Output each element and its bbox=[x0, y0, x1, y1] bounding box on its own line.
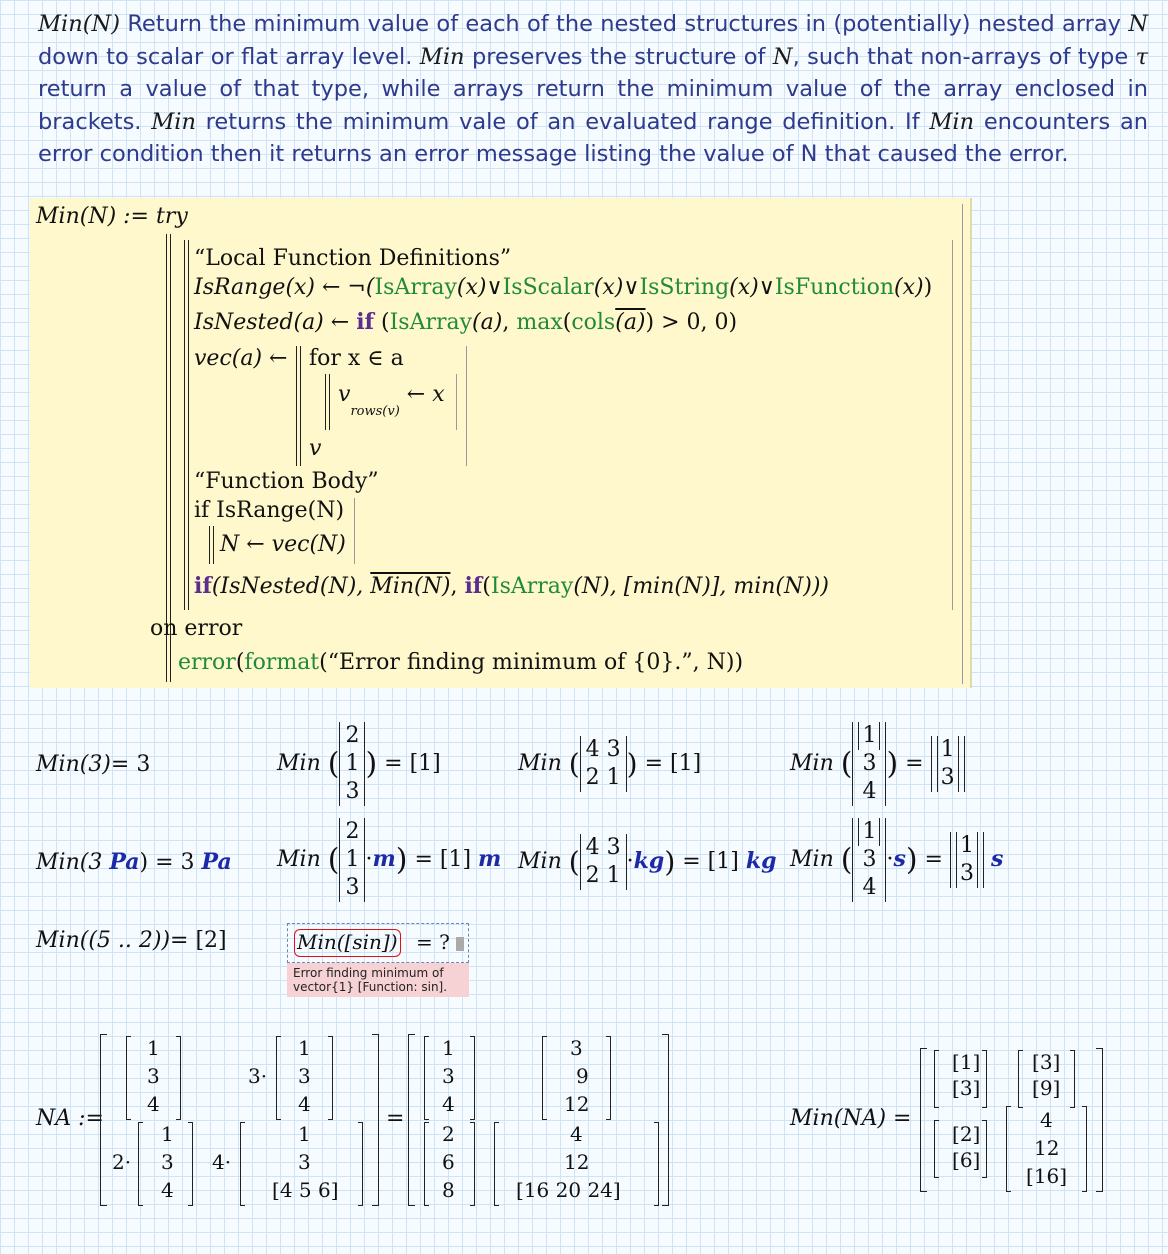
ex8-inner-1: 1 bbox=[862, 819, 877, 844]
na-res-b-2: 12 bbox=[564, 1092, 590, 1116]
ex4-res-3: 3 bbox=[940, 765, 955, 790]
desc-text-4: , such that non-arrays of type bbox=[792, 43, 1129, 70]
na-d-coef: 4· bbox=[212, 1150, 232, 1174]
ex2-vector bbox=[339, 722, 365, 806]
if-body-bar bbox=[209, 526, 214, 564]
ex5-unit-2: Pa bbox=[201, 849, 232, 875]
fn-format: format bbox=[244, 650, 320, 675]
ex8-unit-2: s bbox=[990, 846, 1004, 872]
ex3-r1c1: 4 bbox=[585, 737, 600, 762]
ex6-unit-1: m bbox=[372, 846, 396, 872]
na-d-row-0: 4 bbox=[279, 1178, 293, 1202]
ex8-unit-1: s bbox=[893, 846, 906, 872]
ex7-matrix bbox=[580, 834, 627, 890]
definition-header[interactable]: Min(N) := try bbox=[36, 204, 188, 229]
ex4-inner-3: 3 bbox=[862, 751, 877, 776]
ex6-vector bbox=[339, 818, 365, 902]
close-paren-1: ) bbox=[923, 275, 933, 300]
arg-a-1: (a) bbox=[472, 310, 503, 335]
na-equals: = bbox=[386, 1106, 405, 1131]
ex8-outer bbox=[852, 818, 886, 902]
isnested-tail: ) > 0, 0) bbox=[645, 310, 738, 335]
min-na-left-bracket bbox=[920, 1048, 927, 1192]
na-d-bracket-l bbox=[240, 1122, 245, 1206]
na-res-b-0: 3 bbox=[570, 1036, 583, 1060]
ex3-r2c2: 1 bbox=[606, 765, 621, 790]
ex2-v0: 2 bbox=[345, 723, 360, 748]
na-res-c-bracket-r bbox=[470, 1122, 475, 1206]
ex10-rhs: = ? bbox=[416, 930, 450, 954]
min-a-bracket-r bbox=[982, 1050, 987, 1108]
ex5-rhs: ) = 3 bbox=[139, 850, 202, 875]
na-res-outer-right-bracket bbox=[662, 1034, 669, 1206]
na-d-row-2: 6 bbox=[318, 1178, 331, 1202]
min-cd-bracket-l bbox=[1018, 1050, 1023, 1108]
placeholder-cursor-icon bbox=[456, 937, 464, 951]
body-isnested: (IsNested(N), bbox=[211, 574, 371, 599]
desc-min-4: Min bbox=[929, 108, 975, 135]
na-d-bracket-r bbox=[358, 1122, 363, 1206]
line-isnested[interactable]: IsNested(a) ← if (IsArray(a), max(cols(a)) > 0, 0) bbox=[194, 309, 738, 335]
min-ef-bracket-l bbox=[934, 1120, 939, 1178]
example-min-nested[interactable]: Min ( 1 3 4 ) = 1 3 bbox=[790, 722, 965, 806]
example-min-3[interactable] bbox=[36, 752, 150, 777]
for-loop[interactable]: for x ∈ a bbox=[309, 346, 404, 371]
comment-function-body[interactable]: “Function Body” bbox=[194, 469, 379, 494]
v-assign[interactable] bbox=[338, 382, 445, 419]
na-b-0: 1 bbox=[298, 1036, 311, 1060]
na-res-d-1: 12 bbox=[564, 1150, 590, 1174]
ex7-unit-1: kg bbox=[633, 848, 665, 874]
na-res-b-1: 9 bbox=[576, 1064, 589, 1088]
v-return[interactable]: v bbox=[309, 436, 322, 461]
ex8-inner-3: 3 bbox=[862, 847, 877, 872]
ex4-outer bbox=[852, 722, 886, 806]
vec-program-right-edge bbox=[466, 346, 467, 466]
body-program-right-edge bbox=[952, 240, 953, 610]
na-res-d-0: 4 bbox=[570, 1122, 583, 1146]
na-c-bracket-r bbox=[188, 1122, 193, 1206]
min-cd-bracket-r bbox=[1070, 1050, 1075, 1108]
for-body-right-edge bbox=[456, 374, 457, 430]
ex7-unit-2: kg bbox=[745, 848, 777, 874]
fn-isfunction: IsFunction bbox=[774, 275, 895, 300]
na-res-b-bracket-r bbox=[606, 1036, 611, 1120]
na-res-a-0: 1 bbox=[442, 1036, 455, 1060]
na-d-row: [4 5 6] bbox=[272, 1178, 339, 1202]
ex2-name: Min bbox=[277, 751, 321, 776]
na-d-1: 1 bbox=[298, 1122, 311, 1146]
na-b-bracket-r bbox=[328, 1036, 333, 1120]
na-res-c-1: 6 bbox=[442, 1150, 455, 1174]
ex8-inner-4: 4 bbox=[862, 875, 877, 900]
desc-min-2: Min bbox=[419, 43, 465, 70]
na-res-outer-left-bracket bbox=[408, 1034, 415, 1206]
na-res-d-bracket-l bbox=[494, 1122, 499, 1206]
or-3: ∨ bbox=[758, 275, 775, 300]
desc-n-1: N bbox=[1128, 11, 1148, 37]
ex10-result[interactable] bbox=[416, 930, 464, 954]
na-res-a-bracket-l bbox=[424, 1036, 429, 1120]
desc-min-3: Min bbox=[151, 108, 196, 135]
example-min-vector-m[interactable]: Min ( 2 1 3 ·m) = [1] m bbox=[277, 819, 502, 900]
ex2-v1: 1 bbox=[345, 751, 360, 776]
min-g: 4 bbox=[1040, 1108, 1053, 1132]
ex6-unit-2: m bbox=[478, 846, 502, 872]
on-error[interactable]: on error bbox=[150, 616, 243, 641]
min-b: [3] bbox=[952, 1076, 981, 1100]
ex6-v0: 2 bbox=[345, 819, 360, 844]
na-b-coef: 3· bbox=[248, 1064, 268, 1088]
desc-text-3: preserves the structure of bbox=[471, 43, 766, 70]
min-a-val: 1 bbox=[959, 1050, 973, 1074]
min-a: [1] bbox=[952, 1050, 981, 1074]
ex8-result bbox=[950, 832, 984, 888]
example-min-nested-s[interactable]: Min ( 1 3 4 ·s) = 1 3 s bbox=[790, 819, 1004, 900]
line-isrange[interactable] bbox=[194, 275, 932, 300]
or-1: ∨ bbox=[486, 275, 503, 300]
ex2-rhs: = [1] bbox=[384, 751, 441, 776]
ex2-v2: 3 bbox=[345, 779, 360, 804]
if-isrange-line[interactable] bbox=[194, 498, 344, 523]
ex6-v1: 1 bbox=[345, 847, 360, 872]
fn-error: error bbox=[178, 650, 236, 675]
fn-isscalar: IsScalar bbox=[502, 275, 594, 300]
try-program-bar bbox=[166, 234, 171, 682]
na-res-b-bracket-l bbox=[542, 1036, 547, 1120]
ex9-lhs: Min((5 .. 2)) bbox=[36, 928, 171, 953]
min-i: [16] bbox=[1026, 1164, 1068, 1188]
na-outer-right-bracket bbox=[372, 1034, 379, 1206]
fn-isarray: IsArray bbox=[374, 275, 457, 300]
arg-a-2: (a) bbox=[615, 310, 646, 335]
min-i-val: 16 bbox=[1033, 1164, 1060, 1188]
na-res-a-bracket-r bbox=[470, 1036, 475, 1120]
na-c-1: 3 bbox=[161, 1150, 174, 1174]
ex7-r1c1: 4 bbox=[585, 835, 600, 860]
definition-region[interactable] bbox=[30, 198, 972, 688]
for-body-bar bbox=[325, 374, 330, 430]
body-min-vectorized: Min(N) bbox=[370, 574, 451, 599]
format-string: (“Error finding minimum of {0}.”, N)) bbox=[319, 650, 744, 675]
min-d: [9] bbox=[1032, 1076, 1061, 1100]
v-assign-v: v bbox=[338, 382, 351, 407]
ex3-matrix bbox=[580, 736, 627, 792]
ex7-r1c2: 3 bbox=[606, 835, 621, 860]
ex1-lhs: Min(3) bbox=[36, 752, 111, 777]
ex8-res-1: 1 bbox=[959, 833, 974, 858]
min-ghi-bracket-l bbox=[1006, 1106, 1011, 1192]
ex8-name: Min bbox=[790, 847, 834, 872]
min-f-val: 6 bbox=[959, 1148, 973, 1172]
na-res-d-row-2: 24 bbox=[587, 1178, 613, 1202]
arg-x-4: (x) bbox=[894, 275, 924, 300]
v-assign-subscript: rows(v) bbox=[350, 404, 400, 419]
na-res-c-bracket-l bbox=[424, 1122, 429, 1206]
isnested-lhs: IsNested(a) ← bbox=[194, 310, 357, 335]
ex8-res-3: 3 bbox=[959, 861, 974, 886]
kw-if-2: if bbox=[194, 573, 212, 599]
na-res-c-0: 2 bbox=[442, 1122, 455, 1146]
min-ef-bracket-r bbox=[982, 1120, 987, 1178]
vec-program-bar bbox=[296, 346, 301, 466]
desc-n-2: N bbox=[772, 43, 793, 70]
na-res-d-row: [16 20 24] bbox=[516, 1178, 621, 1202]
na-res-a-1: 3 bbox=[442, 1064, 455, 1088]
if-isrange-text: if IsRange(N) bbox=[194, 498, 345, 523]
ex4-result bbox=[931, 736, 965, 792]
arg-x-3: (x) bbox=[729, 275, 759, 300]
na-c-bracket-l bbox=[138, 1122, 143, 1206]
ex7-rhs: = [1] bbox=[682, 849, 739, 874]
body-return-line[interactable]: if(IsNested(N), Min(N), if(IsArray(N), [min(N)], min(N))) bbox=[194, 573, 830, 599]
min-a-bracket-l bbox=[934, 1050, 939, 1108]
na-b-2: 4 bbox=[298, 1092, 311, 1116]
desc-text-5: return a value of that type, while arrays return the minimum value of the array enclosed in brackets. bbox=[38, 76, 1148, 135]
try-program-right-edge bbox=[962, 204, 963, 684]
na-a-bracket-r bbox=[176, 1036, 181, 1120]
na-d-row-1: 5 bbox=[298, 1178, 312, 1202]
error-expression-highlight[interactable] bbox=[294, 929, 401, 957]
na-res-d-bracket-r bbox=[654, 1122, 659, 1206]
min-e: [2] bbox=[952, 1122, 981, 1146]
ex4-name: Min bbox=[790, 751, 834, 776]
kw-if-3: if bbox=[464, 573, 483, 599]
ex4-inner-4: 4 bbox=[862, 779, 877, 804]
fn-isstring: IsString bbox=[639, 275, 730, 300]
na-c-0: 1 bbox=[161, 1122, 174, 1146]
ex3-r2c1: 2 bbox=[585, 765, 600, 790]
ex1-rhs: = 3 bbox=[110, 752, 151, 777]
ex3-name: Min bbox=[518, 751, 562, 776]
na-res-d-row-1: 20 bbox=[555, 1178, 582, 1202]
na-lhs[interactable]: NA := bbox=[36, 1106, 104, 1131]
na-d-3: 3 bbox=[298, 1150, 311, 1174]
min-c-val: 3 bbox=[1039, 1050, 1053, 1074]
isrange-lhs: IsRange(x) ← ¬( bbox=[194, 275, 375, 300]
or-2: ∨ bbox=[623, 275, 640, 300]
ex7-name: Min bbox=[518, 849, 562, 874]
example-min-matrix[interactable]: Min ( 4 3 2 1 ) = [1] bbox=[518, 737, 702, 790]
v-assign-rhs: ← x bbox=[406, 382, 445, 407]
ex5-lhs: Min(3 bbox=[36, 850, 110, 875]
na-b-bracket-l bbox=[276, 1036, 281, 1120]
min-f: [6] bbox=[952, 1148, 981, 1172]
error-message-tooltip: Error finding minimum of vector{1} [Function: sin]. bbox=[287, 963, 469, 997]
na-b-1: 3 bbox=[298, 1064, 311, 1088]
na-c-coef: 2· bbox=[112, 1150, 132, 1174]
desc-text-2: down to scalar or flat array level. bbox=[38, 43, 413, 70]
na-outer-left-bracket bbox=[100, 1034, 107, 1206]
na-c-2: 4 bbox=[161, 1178, 174, 1202]
arg-x-1: (x) bbox=[456, 275, 487, 300]
min-na-right-bracket bbox=[1096, 1048, 1103, 1192]
ex7-r2c2: 1 bbox=[606, 863, 621, 888]
kw-if-1: if bbox=[356, 309, 375, 335]
na-res-d-row-0: 16 bbox=[523, 1178, 550, 1202]
fn-isarray-2: IsArray bbox=[389, 310, 473, 335]
desc-text-7: encounters an error condition then it returns an error message listing the value of N that caused the error. bbox=[38, 108, 1148, 167]
ex10-expr: Min([sin]) bbox=[297, 930, 398, 954]
min-b-val: 3 bbox=[959, 1076, 973, 1100]
ex4-inner-1: 1 bbox=[862, 723, 877, 748]
fn-max: max bbox=[516, 310, 563, 335]
example-min-vector[interactable]: Min ( 2 1 3 ) = [1] bbox=[277, 723, 441, 804]
body-program-bar bbox=[184, 240, 189, 610]
ex6-v2: 3 bbox=[345, 875, 360, 900]
min-na-lhs[interactable]: Min(NA) = bbox=[790, 1106, 912, 1131]
n-assign[interactable]: N ← vec(N) bbox=[220, 532, 346, 557]
arg-x-2: (x) bbox=[593, 275, 624, 300]
desc-text-1: Return the minimum value of each of the nested structures in (potentially) nested array bbox=[127, 11, 1121, 37]
fn-cols: cols bbox=[571, 310, 616, 335]
na-a-1: 3 bbox=[147, 1064, 160, 1088]
ex5-unit-1: Pa bbox=[109, 849, 140, 875]
min-ghi-bracket-r bbox=[1082, 1106, 1087, 1192]
if-body-right-edge bbox=[354, 498, 355, 564]
ex7-r2c1: 2 bbox=[585, 863, 600, 888]
example-min-range[interactable] bbox=[36, 928, 227, 953]
line-vec[interactable]: vec(a) ← bbox=[194, 346, 288, 371]
ex3-r1c2: 3 bbox=[606, 737, 621, 762]
desc-tau: τ bbox=[1135, 43, 1149, 70]
ex6-rhs: = [1] bbox=[414, 847, 472, 872]
example-min-3pa[interactable] bbox=[36, 849, 232, 875]
na-res-a-2: 4 bbox=[442, 1092, 455, 1116]
na-a-bracket-l bbox=[126, 1036, 131, 1120]
body-tail: (N), [min(N)], min(N))) bbox=[573, 574, 830, 599]
min-c: [3] bbox=[1032, 1050, 1061, 1074]
na-a-0: 1 bbox=[147, 1036, 160, 1060]
function-description bbox=[38, 8, 1148, 171]
comment-local-definitions[interactable]: “Local Function Definitions” bbox=[194, 246, 512, 271]
error-line[interactable]: error(format(“Error finding minimum of {0}.”, N)) bbox=[178, 650, 744, 675]
fn-isarray-3: IsArray bbox=[490, 574, 574, 599]
min-h: 12 bbox=[1034, 1136, 1060, 1160]
ex4-res-1: 1 bbox=[940, 737, 955, 762]
min-e-val: 2 bbox=[959, 1122, 973, 1146]
ex6-name: Min bbox=[277, 847, 321, 872]
min-d-val: 9 bbox=[1039, 1076, 1053, 1100]
example-min-matrix-kg[interactable]: Min ( 4 3 2 1 ·kg) = [1] kg bbox=[518, 835, 777, 888]
na-a-2: 4 bbox=[147, 1092, 160, 1116]
na-res-c-2: 8 bbox=[442, 1178, 455, 1202]
desc-text-6: returns the minimum vale of an evaluated range definition. If bbox=[205, 108, 920, 135]
desc-min-n: Min(N) bbox=[38, 11, 120, 37]
ex9-rhs: = [2] bbox=[170, 928, 227, 953]
on-error-bar bbox=[166, 644, 171, 682]
ex3-rhs: = [1] bbox=[644, 751, 702, 776]
